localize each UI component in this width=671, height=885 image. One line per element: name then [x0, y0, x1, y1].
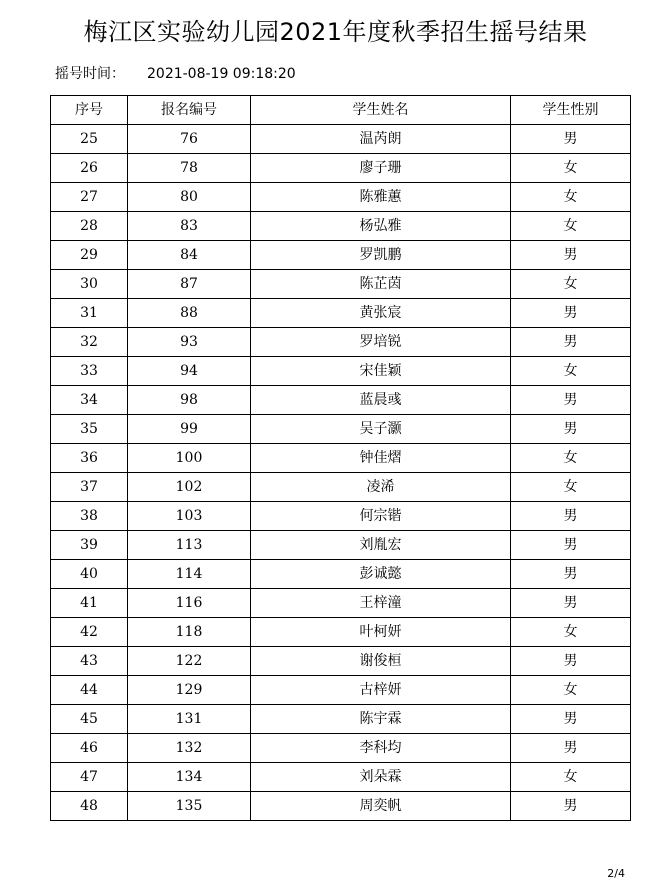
seq-cell: 45 — [51, 705, 128, 734]
table-row — [51, 531, 631, 560]
table-row — [51, 734, 631, 763]
seq-cell: 34 — [51, 386, 128, 415]
reg-no-cell: 118 — [128, 618, 251, 647]
reg-no-cell: 134 — [128, 763, 251, 792]
table-header-row — [51, 96, 631, 125]
student-name-cell: 宋佳颖 — [251, 357, 511, 386]
student-name-cell: 罗凯鹏 — [251, 241, 511, 270]
student-name-cell: 黄张宸 — [251, 299, 511, 328]
student-name-cell: 罗培锐 — [251, 328, 511, 357]
table-row — [51, 328, 631, 357]
student-gender-cell: 男 — [511, 386, 631, 415]
reg-no-cell: 131 — [128, 705, 251, 734]
draw-time-line — [55, 64, 296, 84]
seq-cell: 28 — [51, 212, 128, 241]
reg-no-cell: 135 — [128, 792, 251, 821]
student-name-cell: 杨弘雅 — [251, 212, 511, 241]
student-name-cell: 彭诚懿 — [251, 560, 511, 589]
reg-no-cell: 76 — [128, 125, 251, 154]
header-reg-no: 报名编号 — [128, 96, 251, 125]
draw-time-value: 2021-08-19 09:18:20 — [147, 66, 296, 82]
student-name-cell: 谢俊桓 — [251, 647, 511, 676]
reg-no-cell: 78 — [128, 154, 251, 183]
table-row — [51, 473, 631, 502]
seq-cell: 40 — [51, 560, 128, 589]
student-gender-cell: 男 — [511, 705, 631, 734]
student-name-cell: 陈雅蕙 — [251, 183, 511, 212]
student-gender-cell: 女 — [511, 154, 631, 183]
table-row — [51, 125, 631, 154]
table-row — [51, 299, 631, 328]
reg-no-cell: 84 — [128, 241, 251, 270]
table-row — [51, 386, 631, 415]
student-name-cell: 凌浠 — [251, 473, 511, 502]
student-gender-cell: 女 — [511, 212, 631, 241]
student-gender-cell: 女 — [511, 270, 631, 299]
student-name-cell: 陈宇霖 — [251, 705, 511, 734]
student-gender-cell: 男 — [511, 531, 631, 560]
table-body — [51, 125, 631, 821]
student-gender-cell: 男 — [511, 241, 631, 270]
student-gender-cell: 男 — [511, 792, 631, 821]
student-name-cell: 刘胤宏 — [251, 531, 511, 560]
table-row — [51, 212, 631, 241]
reg-no-cell: 98 — [128, 386, 251, 415]
table-row — [51, 357, 631, 386]
header-seq: 序号 — [51, 96, 128, 125]
table-row — [51, 183, 631, 212]
student-name-cell: 何宗锴 — [251, 502, 511, 531]
seq-cell: 27 — [51, 183, 128, 212]
seq-cell: 30 — [51, 270, 128, 299]
student-gender-cell: 女 — [511, 473, 631, 502]
student-name-cell: 李科均 — [251, 734, 511, 763]
table-row — [51, 241, 631, 270]
draw-time-label: 摇号时间： — [55, 66, 125, 82]
student-gender-cell: 女 — [511, 763, 631, 792]
table-row — [51, 444, 631, 473]
seq-cell: 32 — [51, 328, 128, 357]
student-gender-cell: 男 — [511, 299, 631, 328]
student-name-cell: 廖子珊 — [251, 154, 511, 183]
student-gender-cell: 男 — [511, 647, 631, 676]
reg-no-cell: 94 — [128, 357, 251, 386]
results-table — [50, 95, 631, 821]
seq-cell: 42 — [51, 618, 128, 647]
table-row — [51, 560, 631, 589]
seq-cell: 41 — [51, 589, 128, 618]
seq-cell: 39 — [51, 531, 128, 560]
student-name-cell: 刘朵霖 — [251, 763, 511, 792]
reg-no-cell: 102 — [128, 473, 251, 502]
page-number: 2/4 — [607, 867, 625, 880]
student-name-cell: 陈芷茵 — [251, 270, 511, 299]
reg-no-cell: 93 — [128, 328, 251, 357]
student-gender-cell: 男 — [511, 125, 631, 154]
reg-no-cell: 113 — [128, 531, 251, 560]
reg-no-cell: 116 — [128, 589, 251, 618]
table-row — [51, 763, 631, 792]
table-row — [51, 502, 631, 531]
student-gender-cell: 男 — [511, 589, 631, 618]
header-student-name: 学生姓名 — [251, 96, 511, 125]
seq-cell: 43 — [51, 647, 128, 676]
reg-no-cell: 88 — [128, 299, 251, 328]
seq-cell: 44 — [51, 676, 128, 705]
student-gender-cell: 男 — [511, 415, 631, 444]
reg-no-cell: 87 — [128, 270, 251, 299]
student-name-cell: 叶柯妍 — [251, 618, 511, 647]
reg-no-cell: 99 — [128, 415, 251, 444]
reg-no-cell: 80 — [128, 183, 251, 212]
reg-no-cell: 103 — [128, 502, 251, 531]
table-row — [51, 647, 631, 676]
seq-cell: 25 — [51, 125, 128, 154]
table-row — [51, 676, 631, 705]
seq-cell: 35 — [51, 415, 128, 444]
header-student-gender: 学生性别 — [511, 96, 631, 125]
table-row — [51, 589, 631, 618]
reg-no-cell: 100 — [128, 444, 251, 473]
student-gender-cell: 男 — [511, 734, 631, 763]
seq-cell: 38 — [51, 502, 128, 531]
seq-cell: 47 — [51, 763, 128, 792]
student-gender-cell: 女 — [511, 357, 631, 386]
student-name-cell: 钟佳熠 — [251, 444, 511, 473]
student-gender-cell: 男 — [511, 328, 631, 357]
seq-cell: 37 — [51, 473, 128, 502]
reg-no-cell: 83 — [128, 212, 251, 241]
reg-no-cell: 114 — [128, 560, 251, 589]
seq-cell: 29 — [51, 241, 128, 270]
student-gender-cell: 男 — [511, 560, 631, 589]
seq-cell: 36 — [51, 444, 128, 473]
student-name-cell: 古梓妍 — [251, 676, 511, 705]
table-row — [51, 270, 631, 299]
reg-no-cell: 129 — [128, 676, 251, 705]
seq-cell: 46 — [51, 734, 128, 763]
student-name-cell: 周奕帆 — [251, 792, 511, 821]
table-row — [51, 705, 631, 734]
student-name-cell: 蓝晨彧 — [251, 386, 511, 415]
seq-cell: 31 — [51, 299, 128, 328]
document-title: 梅江区实验幼儿园2021年度秋季招生摇号结果 — [83, 18, 588, 46]
student-name-cell: 吴子灏 — [251, 415, 511, 444]
table-row — [51, 415, 631, 444]
student-gender-cell: 女 — [511, 618, 631, 647]
reg-no-cell: 122 — [128, 647, 251, 676]
student-name-cell: 王梓潼 — [251, 589, 511, 618]
student-gender-cell: 女 — [511, 444, 631, 473]
reg-no-cell: 132 — [128, 734, 251, 763]
seq-cell: 33 — [51, 357, 128, 386]
student-name-cell: 温芮朗 — [251, 125, 511, 154]
table-row — [51, 154, 631, 183]
seq-cell: 26 — [51, 154, 128, 183]
table-row — [51, 792, 631, 821]
student-gender-cell: 女 — [511, 183, 631, 212]
seq-cell: 48 — [51, 792, 128, 821]
student-gender-cell: 男 — [511, 502, 631, 531]
student-gender-cell: 女 — [511, 676, 631, 705]
table-row — [51, 618, 631, 647]
